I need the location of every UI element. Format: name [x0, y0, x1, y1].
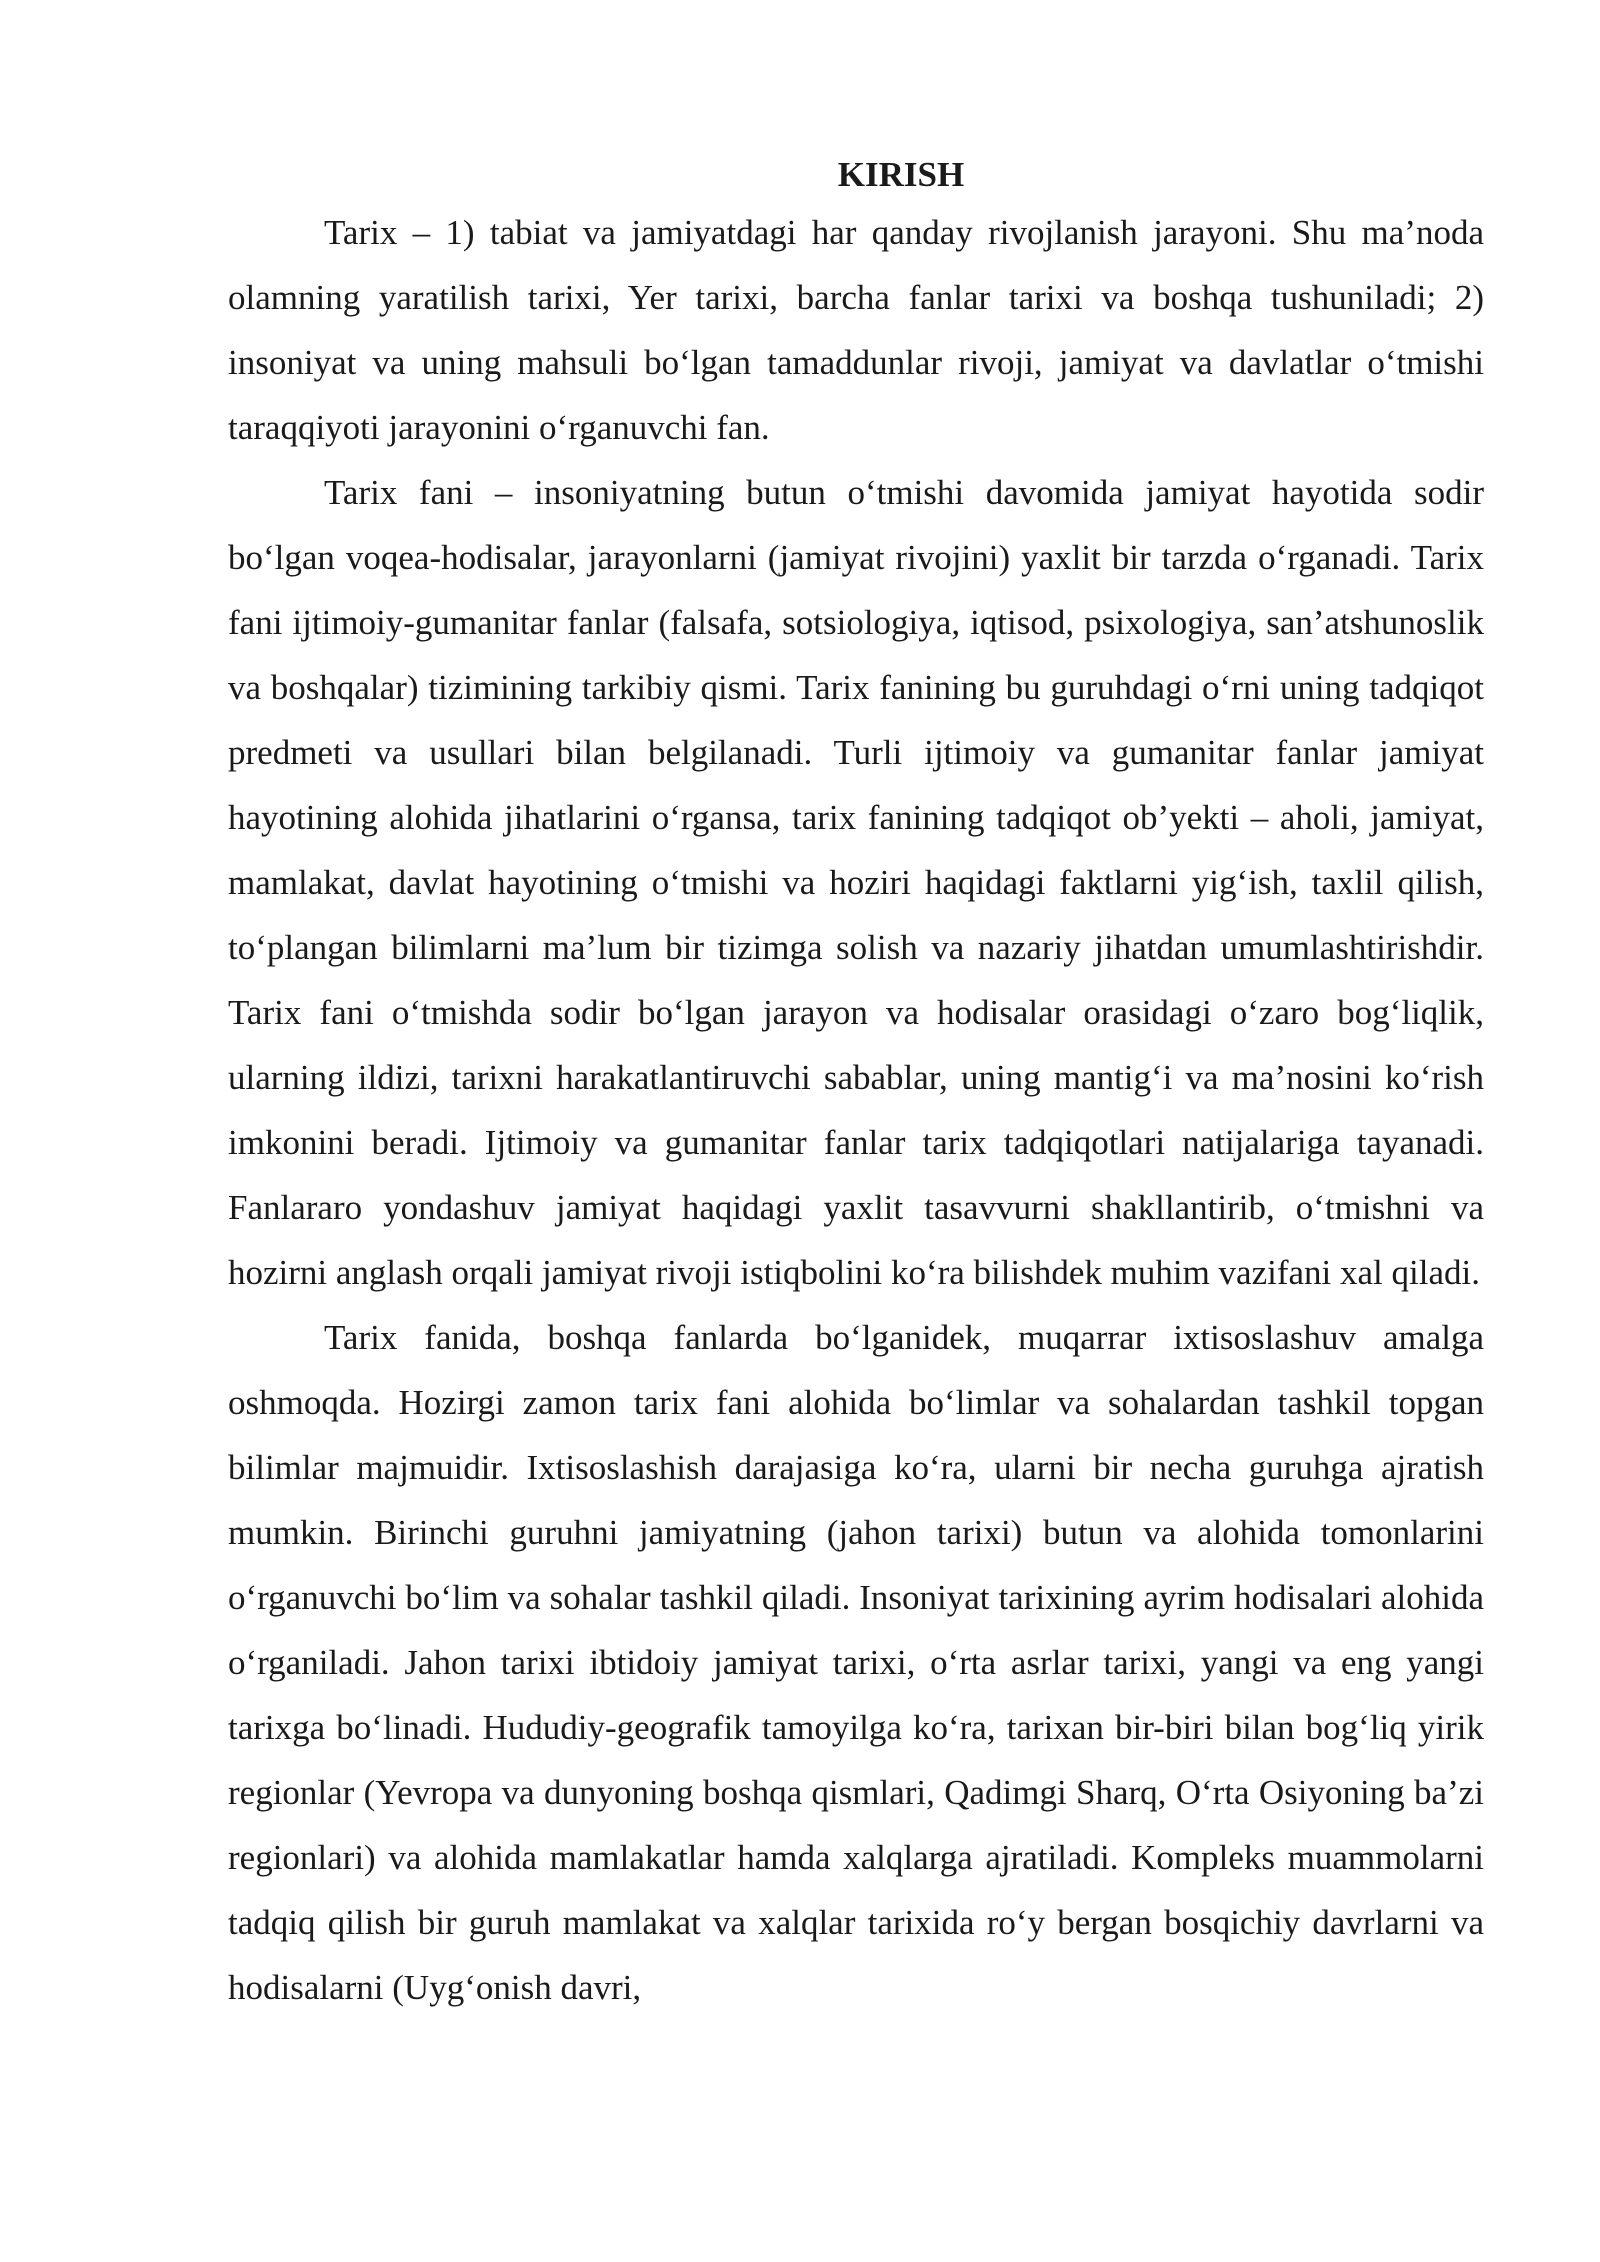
paragraph-1: Tarix – 1) tabiat va jamiyatdagi har qanday rivojlanish jarayoni. Shu ma’noda olamning yaratilish tarixi, Yer tarixi, barcha fanlar tarixi va boshqa tushuniladi; 2) insoniyat va uning mahsuli bo‘lgan tamaddunlar rivoji, jamiyat va davlatlar o‘tmishi taraqqiyoti jarayonini o‘rganuvchi fan. — [228, 213, 1484, 447]
document-title: KIRISH — [837, 155, 965, 194]
paragraph-3: Tarix fanida, boshqa fanlarda bo‘lganidek, muqarrar ixtisoslashuv amalga oshmoqda. Hozirgi zamon tarix fani alohida bo‘limlar va sohalardan tashkil topgan bilimlar majmuidir. Ixtisoslashish darajasiga ko‘ra, ularni bir necha guruhga ajratish mumkin. Birinchi guruhni jamiyatning (jahon tarixi) butun va alohida tomonlarini o‘rganuvchi bo‘lim va sohalar tashkil qiladi. Insoniyat tarixining ayrim hodisalari alohida o‘rganiladi. Jahon tarixi ibtidoiy jamiyat tarixi, o‘rta asrlar tarixi, yangi va eng yangi tarixga bo‘linadi. Hududiy-geografik tamoyilga ko‘ra, tarixan bir-biri bilan bog‘liq yirik regionlar (Yevropa va dunyoning boshqa qismlari, Qadimgi Sharq, O‘rta Osiyoning ba’zi regionlari) va alohida mamlakatlar hamda xalqlarga ajratiladi. Kompleks muammolarni tadqiq qilish bir guruh mamlakat va xalqlar tarixida ro‘y bergan bosqichiy davrlarni va hodisalarni (Uyg‘onish davri, — [228, 1318, 1484, 2007]
document-body — [228, 150, 1484, 2020]
paragraph-2: Tarix fani – insoniyatning butun o‘tmishi davomida jamiyat hayotida sodir bo‘lgan voqea-hodisalar, jarayonlarni (jamiyat rivojini) yaxlit bir tarzda o‘rganadi. Tarix fani ijtimoiy-gumanitar fanlar (falsafa, sotsiologiya, iqtisod, psixologiya, san’atshunoslik va boshqalar) tizimining tarkibiy qismi. Tarix fanining bu guruhdagi o‘rni uning tadqiqot predmeti va usullari bilan belgilanadi. Turli ijtimoiy va gumanitar fanlar jamiyat hayotining alohida jihatlarini o‘rgansa, tarix fanining tadqiqot ob’yekti – aholi, jamiyat, mamlakat, davlat hayotining o‘tmishi va hoziri haqidagi faktlarni yig‘ish, taxlil qilish, to‘plangan bilimlarni ma’lum bir tizimga solish va nazariy jihatdan umumlashtirishdir. Tarix fani o‘tmishda sodir bo‘lgan jarayon va hodisalar orasidagi o‘zaro bog‘liqlik, ularning ildizi, tarixni harakatlantiruvchi sabablar, uning mantig‘i va ma’nosini ko‘rish imkonini beradi. Ijtimoiy va gumanitar fanlar tarix tadqiqotlari natijalariga tayanadi. Fanlararo yondashuv jamiyat haqidagi yaxlit tasavvurni shakllantirib, o‘tmishni va hozirni anglash orqali jamiyat rivoji istiqbolini ko‘ra bilishdek muhim vazifani xal qiladi. — [228, 473, 1484, 1292]
